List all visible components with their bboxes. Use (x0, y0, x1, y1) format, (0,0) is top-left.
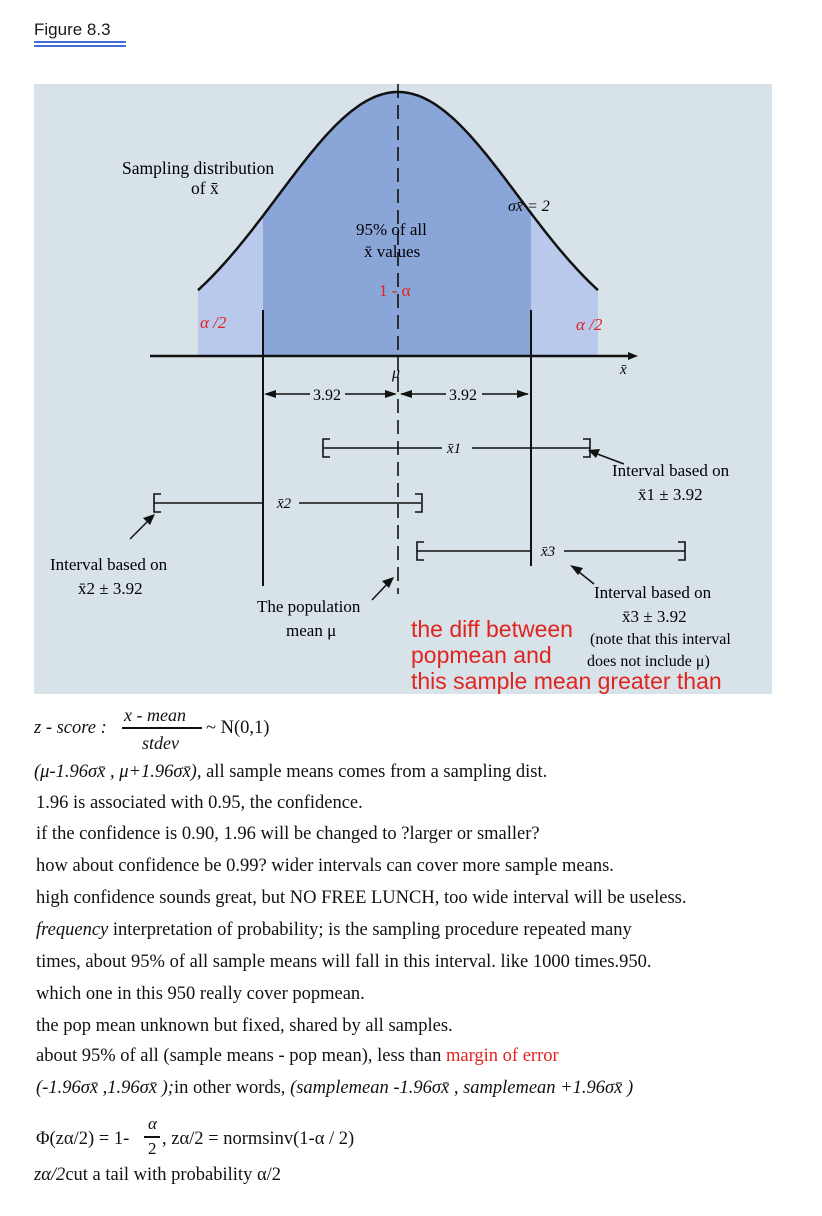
interval-2-formula: x̄2 ± 3.92 (78, 579, 143, 598)
right-width-arrowhead-right (517, 390, 529, 398)
zscore-rhs: ~ N(0,1) (206, 718, 270, 738)
note-times: times, about 95% of all sample means will fall in this interval. like 1000 times.950. (36, 952, 652, 972)
interval-3-note-2: does not include μ) (587, 653, 710, 670)
figure-label-underline-2 (34, 45, 126, 47)
interval-1-formula: x̄1 ± 3.92 (638, 485, 703, 504)
phi-fraction-den: 2 (148, 1139, 157, 1158)
handwritten-note-line-1: the diff between (411, 616, 573, 642)
note-other-math: (-1.96σx̄ ,1.96σx̄ ); (36, 1078, 174, 1098)
left-width-label: 3.92 (313, 387, 341, 404)
zscore-lhs: z - score : (34, 718, 107, 738)
sampling-distribution-of-x: of x̄ (191, 178, 219, 198)
center-percent-label-2: x̄ values (364, 242, 421, 261)
alpha-half-right-label: α /2 (576, 315, 603, 334)
population-mean-label-2: mean μ (286, 621, 337, 640)
figure-label-underline (34, 41, 126, 43)
phi-lhs: Φ(zα/2) = 1- (36, 1129, 130, 1149)
left-width-arrowhead-left (264, 390, 276, 398)
note-other-math-2: (samplemean -1.96σx̄ , samplemean +1.96σx̄ ) (290, 1078, 634, 1098)
sigma-label: σx̄ = 2 (508, 198, 550, 215)
note-zcut-text: cut a tail with probability α/2 (65, 1165, 282, 1185)
note-no-free-lunch: high confidence sounds great, but NO FREE LUNCH, too wide interval will be useless. (36, 888, 687, 908)
interval-2 (154, 494, 422, 512)
note-frequency (36, 919, 632, 941)
alpha-half-left-label: α /2 (200, 313, 227, 332)
population-mean-label: The population (257, 597, 361, 616)
right-width-arrowhead-left (400, 390, 412, 398)
note-which: which one in this 950 really cover popmean. (36, 984, 365, 1004)
note-about-prefix: about 95% of all (sample means - pop mean), less than (36, 1046, 446, 1066)
phi-fraction-num: α (148, 1114, 157, 1133)
handwritten-note-line-3: this sample mean greater than (411, 668, 722, 694)
interval-3-formula: x̄3 ± 3.92 (622, 607, 687, 626)
center-percent-label: 95% of all (356, 220, 427, 239)
right-width-label: 3.92 (449, 387, 477, 404)
left-tail-area (198, 216, 263, 356)
interval-3-note: (note that this interval (590, 631, 731, 648)
note-099: how about confidence be 0.99? wider intervals can cover more sample means. (36, 856, 614, 876)
zscore-numerator: x - mean (124, 705, 186, 725)
note-196: 1.96 is associated with 0.95, the confidence. (36, 793, 363, 813)
phi-rest: , zα/2 = normsinv(1-α / 2) (162, 1129, 355, 1149)
sampling-distribution-figure (34, 84, 772, 694)
one-minus-alpha-label: 1 - α (379, 281, 411, 300)
figure-label-text: Figure 8.3 (34, 20, 111, 39)
note-other-words (36, 1077, 633, 1099)
sampling-distribution-label: Sampling distribution (122, 158, 275, 178)
interval-1 (323, 439, 590, 457)
interval-3-label: Interval based on (594, 583, 712, 602)
margin-of-error-text: margin of error (445, 1046, 559, 1066)
left-width-arrowhead-right (385, 390, 397, 398)
zscore-fraction-bar (122, 727, 202, 729)
note-zcut (34, 1164, 281, 1186)
interval-3 (417, 542, 685, 560)
figure-svg (34, 84, 772, 694)
note-about (36, 1045, 559, 1067)
right-tail-area (531, 213, 598, 356)
population-mean-pointer-head (382, 577, 394, 588)
note-popmean: the pop mean unknown but fixed, shared by all samples. (36, 1016, 453, 1036)
x2-label: x̄2 (277, 496, 292, 512)
mu-label: μ (392, 365, 401, 382)
interval-line-text: all sample means comes from a sampling dist. (201, 762, 548, 782)
note-frequency-italic: frequency (36, 920, 109, 940)
interval-line (34, 761, 547, 783)
interval-line-math: (μ-1.96σx̄ , μ+1.96σx̄), (34, 762, 202, 782)
note-zcut-z: zα/2 (34, 1165, 66, 1185)
zscore-denominator: stdev (142, 733, 179, 753)
x3-label: x̄3 (541, 544, 556, 560)
handwritten-note-line-2: popmean and (411, 642, 552, 668)
figure-label (34, 20, 111, 40)
x1-label: x̄1 (447, 441, 462, 457)
interval-1-label: Interval based on (612, 461, 730, 480)
interval-2-label: Interval based on (50, 555, 168, 574)
x-axis-label: x̄ (620, 362, 627, 378)
x-axis-arrow (628, 352, 638, 360)
note-frequency-rest: interpretation of probability; is the sampling procedure repeated many (108, 920, 632, 940)
note-090: if the confidence is 0.90, 1.96 will be changed to ?larger or smaller? (36, 824, 540, 844)
note-other-text: in other words, (173, 1078, 291, 1098)
